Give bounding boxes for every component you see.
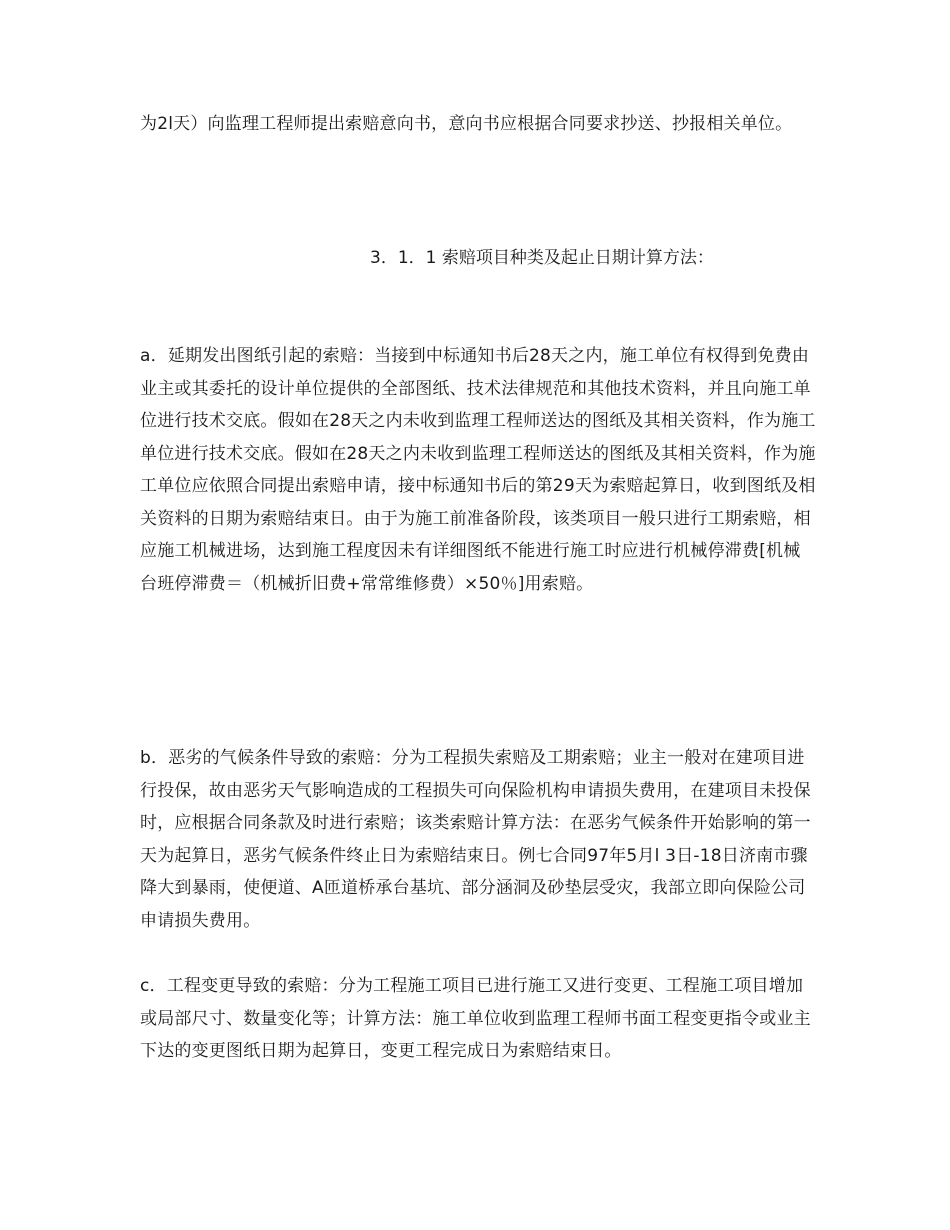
paragraph-b: b．恶劣的气候条件导致的索赔：分为工程损失索赔及工期索赔；业主一般对在建项目进行投保，故由恶劣天气影响造成的工程损失可向保险机构申请损失费用，在建项目未投保时，应根据合同条款及时进行索赔；该类索赔计算方法：在恶劣气候条件开始影响的第一天为起算日，恶劣气候条件终止日为索赔结束日。例七合同97年5月l 3日-18日济南市骤降大到暴雨，使便道、A匝道桥承台基坑、部分涵洞及砂垫层受灾，我部立即向保险公司申请损失费用。 bbox=[140, 748, 811, 931]
paragraph-a: a．延期发出图纸引起的索赔：当接到中标通知书后28天之内，施工单位有权得到免费由业主或其委托的设计单位提供的全部图纸、技术法律规范和其他技术资料，并且向施工单位进行技术交底。假如在28天之内未收到监理工程师送达的图纸及其相关资料，作为施工单位进行技术交底。假如在28天之内未收到监理工程师送达的图纸及其相关资料，作为施工单位应依照合同提出索赔申请，接中标通知书后的第29天为索赔起算日，收到图纸及相关资料的日期为索赔结束日。由于为施工前准备阶段，该类项目一般只进行工期索赔，相应施工机械进场，达到施工程度因未有详细图纸不能进行施工时应进行机械停滞费[机械台班停滞费＝（机械折旧费+常常维修费）×50％]用索赔。 bbox=[140, 346, 816, 594]
section-heading: 3．1．1 索赔项目种类及起止日期计算方法： bbox=[370, 248, 714, 268]
intro-paragraph: 为2l天）向监理工程师提出索赔意向书，意向书应根据合同要求抄送、抄报相关单位。 bbox=[140, 114, 793, 134]
paragraph-c: c．工程变更导致的索赔：分为工程施工项目已进行施工又进行变更、工程施工项目增加或局部尺寸、数量变化等；计算方法：施工单位收到监理工程师书面工程变更指令或业主下达的变更图纸日期为起算日，变更工程完成日为索赔结束日。 bbox=[140, 976, 811, 1061]
